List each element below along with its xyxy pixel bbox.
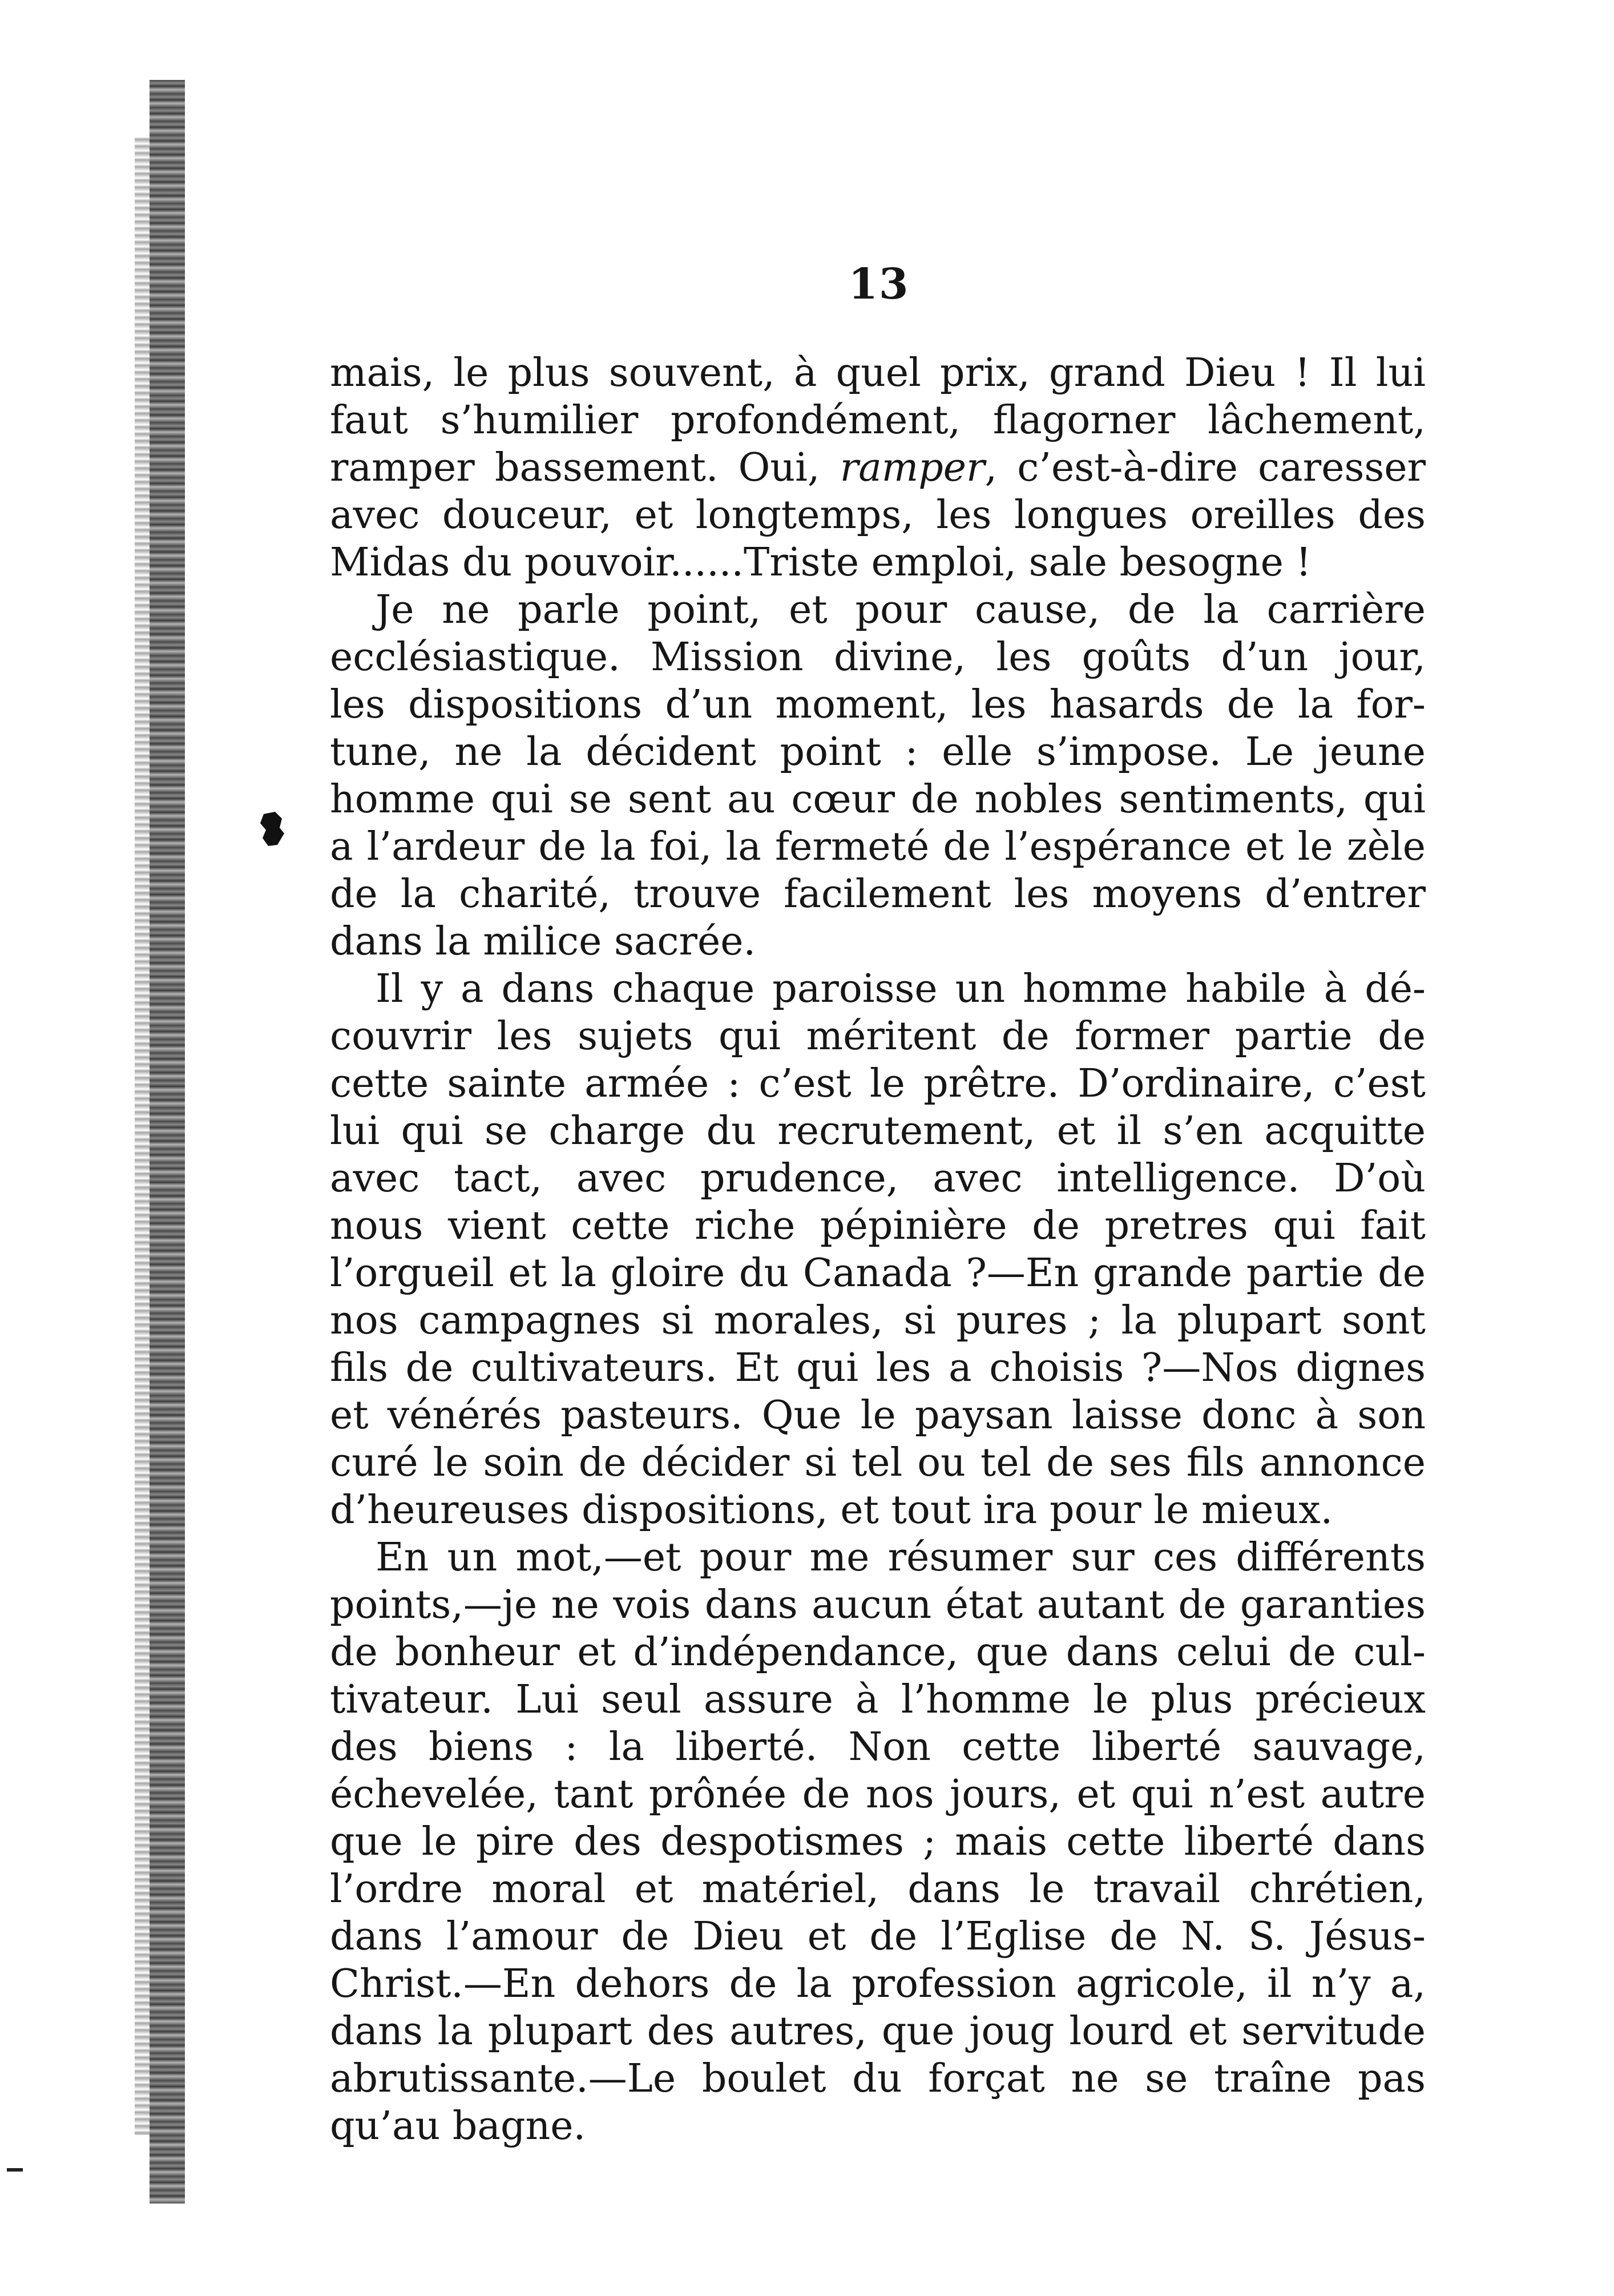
text-line: l’orgueil et la gloire du Canada ?—En grande partie de	[330, 1251, 1426, 1296]
text-line: des biens : la liberté. Non cette liberté sauvage,	[330, 1725, 1426, 1770]
body-text	[330, 349, 1426, 2150]
text-line: l’ordre moral et matériel, dans le travail chrétien,	[330, 1867, 1426, 1912]
text-line: cette sainte armée : c’est le prêtre. D’ordinaire, c’est	[330, 1061, 1426, 1106]
text-line: ramper bassement. Oui, ramper, c’est-à-dire caresser	[330, 445, 1426, 490]
text-line: abrutissante.—Le boulet du forçat ne se traîne pas	[330, 2056, 1426, 2101]
text-line: fils de cultivateurs. Et qui les a choisis ?—Nos dignes	[330, 1346, 1426, 1391]
margin-dash-mark	[7, 2168, 23, 2172]
text-line: En un mot,—et pour me résumer sur ces différents	[376, 1535, 1426, 1580]
text-line: couvrir les sujets qui méritent de former partie de	[330, 1014, 1426, 1059]
text-line: nos campagnes si morales, si pures ; la plupart sont	[330, 1298, 1426, 1343]
binding-shadow-edge	[135, 137, 150, 2135]
text-line: dans la plupart des autres, que joug lourd et servitude	[330, 2009, 1426, 2054]
text-line: curé le soin de décider si tel ou tel de ses fils annonce	[330, 1440, 1426, 1485]
page-number: 13	[848, 260, 910, 309]
text-line: avec douceur, et longtemps, les longues oreilles des	[330, 493, 1426, 538]
text-line: homme qui se sent au cœur de nobles sentiments, qui	[330, 777, 1426, 822]
text-line: ecclésiastique. Mission divine, les goûts d’un jour,	[330, 635, 1426, 680]
text-line: que le pire des despotismes ; mais cette liberté dans	[330, 1819, 1426, 1864]
text-line: Midas du pouvoir......Triste emploi, sale besogne !	[330, 540, 1312, 585]
paragraph-4	[330, 1534, 1426, 2150]
text-line: avec tact, avec prudence, avec intelligence. D’où	[330, 1156, 1426, 1201]
text-line: qu’au bagne.	[330, 2104, 586, 2149]
emphasis-word: ramper	[840, 445, 985, 490]
text-line: points,—je ne vois dans aucun état autant de garanties	[330, 1582, 1426, 1628]
text-line: Christ.—En dehors de la profession agricole, il n’y a,	[330, 1961, 1426, 2007]
binding-shadow	[150, 80, 185, 2204]
text-line: tune, ne la décident point : elle s’impose. Le jeune	[330, 730, 1426, 775]
text-line: échevelée, tant prônée de nos jours, et qui n’est autre	[330, 1772, 1426, 1817]
ink-blot-mark	[258, 811, 285, 847]
paragraph-2	[330, 586, 1426, 965]
paragraph-3	[330, 965, 1426, 1534]
text-line: les dispositions d’un moment, les hasards de la for-	[330, 682, 1426, 727]
text-line: mais, le plus souvent, à quel prix, grand Dieu ! Il lui	[330, 351, 1426, 396]
paragraph-1	[330, 349, 1426, 586]
text-line: dans l’amour de Dieu et de l’Eglise de N. S. Jésus-	[330, 1914, 1426, 1959]
text-line: tivateur. Lui seul assure à l’homme le plus précieux	[330, 1677, 1426, 1722]
text-line: a l’ardeur de la foi, la fermeté de l’espérance et le zèle	[330, 824, 1426, 869]
text-line: de bonheur et d’indépendance, que dans celui de cul-	[330, 1630, 1426, 1675]
text-line: lui qui se charge du recrutement, et il s’en acquitte	[330, 1109, 1426, 1154]
text-line: Il y a dans chaque paroisse un homme habile à dé-	[376, 966, 1426, 1012]
text-line: faut s’humilier profondément, flagorner lâchement,	[330, 398, 1426, 443]
text-line: et vénérés pasteurs. Que le paysan laisse donc à son	[330, 1393, 1426, 1438]
text-line: d’heureuses dispositions, et tout ira pour le mieux.	[330, 1488, 1333, 1533]
text-line: nous vient cette riche pépinière de pretres qui fait	[330, 1203, 1426, 1248]
text-line: de la charité, trouve facilement les moyens d’entrer	[330, 872, 1426, 917]
text-line: dans la milice sacrée.	[330, 919, 756, 964]
text-line: Je ne parle point, et pour cause, de la carrière	[376, 587, 1426, 633]
